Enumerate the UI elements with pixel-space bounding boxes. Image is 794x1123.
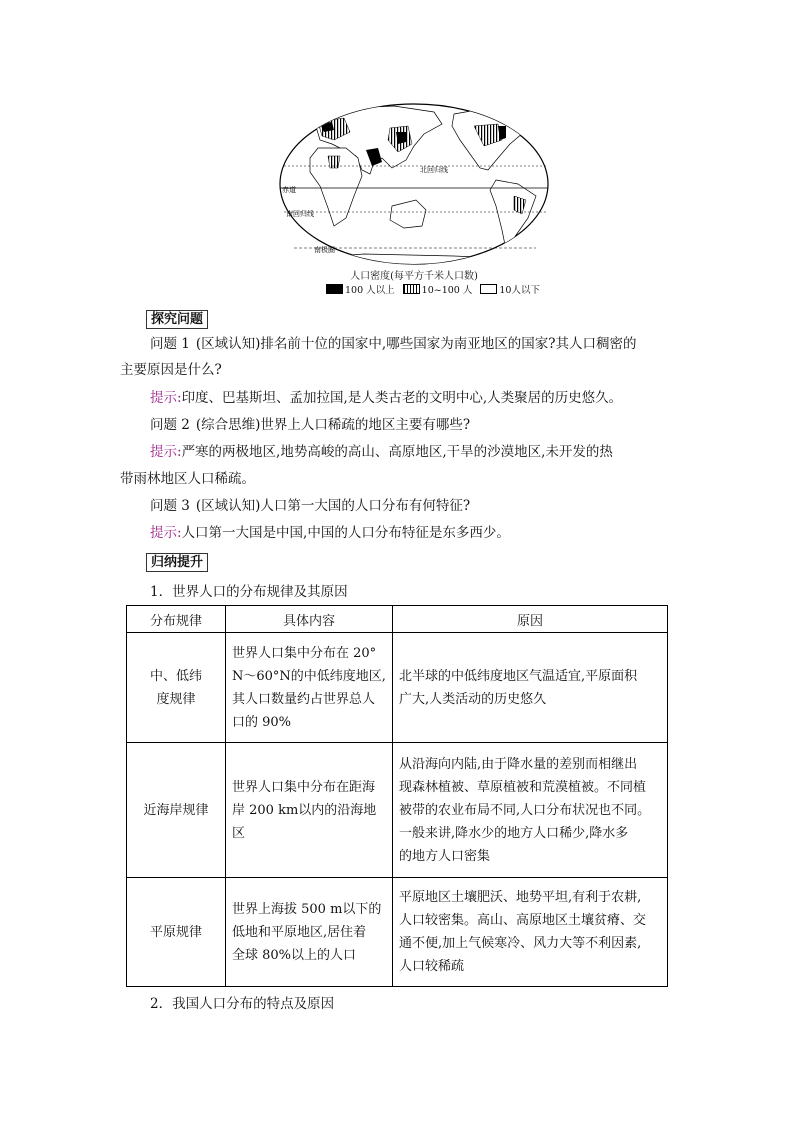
content-cell xyxy=(226,878,393,987)
legend-item-dense xyxy=(326,282,395,296)
answer-1 xyxy=(150,388,622,408)
table-header-row xyxy=(127,606,668,633)
hint-text: 严寒的两极地区,地势高峻的高山、高原地区,干旱的沙漠地区,未开发的热 xyxy=(181,444,613,460)
question-text: (区域认知)人口第一大国的人口分布有何特征? xyxy=(195,498,471,514)
explore-section-label: 探究问题 xyxy=(146,310,208,329)
cell-line: 从沿海向内陆,由于降水量的差别而相继出 xyxy=(399,756,638,772)
cell-line: 广大,人类活动的历史悠久 xyxy=(399,691,547,707)
cell-line: 全球 80%以上的人口 xyxy=(232,947,357,963)
question-number: 问题 1 xyxy=(150,336,190,352)
hint-label: 提示: xyxy=(150,444,182,460)
summary-item-1-title: 1．世界人口的分布规律及其原因 xyxy=(150,584,348,600)
population-density-map xyxy=(274,100,554,300)
cell-line: 低地和平原地区,居住着 xyxy=(232,924,367,940)
map-legend xyxy=(326,282,548,296)
cell-line: 世界上海拔 500 m以下的 xyxy=(232,901,382,917)
legend-item-mid xyxy=(403,282,473,296)
table-row xyxy=(127,633,668,743)
cell-line: 世界人口集中分布在 20° xyxy=(232,645,377,661)
legend-label: 10~100 人 xyxy=(421,285,473,296)
legend-swatch-low xyxy=(480,284,497,294)
question-2 xyxy=(150,415,470,435)
cell-line: 平原地区土壤肥沃、地势平坦,有利于农耕, xyxy=(399,890,642,905)
cell-line: 被带的农业布局不同,人口分布状况也不同。 xyxy=(399,802,651,818)
cell-line: 平原规律 xyxy=(149,924,202,940)
content-cell xyxy=(226,743,393,878)
header-content: 具体内容 xyxy=(226,606,393,633)
table-row xyxy=(127,743,668,878)
reason-cell xyxy=(393,633,668,743)
summary-section-label: 归纳提升 xyxy=(146,553,208,572)
cell-line: 近海岸规律 xyxy=(143,802,209,818)
antarctic-circle-label: 南极圈 xyxy=(314,246,335,254)
rule-cell xyxy=(127,878,226,987)
cell-line: 度规律 xyxy=(156,691,196,707)
cell-line: 一般来讲,降水少的地方人口稀少,降水多 xyxy=(399,825,629,841)
hint-label: 提示: xyxy=(150,525,182,541)
map-title: 人口密度(每平方千米人口数) xyxy=(350,271,478,282)
cell-line: 人口较稀疏 xyxy=(399,959,465,974)
cell-line: 北半球的中低纬度地区气温适宜,平原面积 xyxy=(399,668,638,684)
hint-text: 人口第一大国是中国,中国的人口分布特征是东多西少。 xyxy=(181,525,510,541)
content-cell xyxy=(226,633,393,743)
table-row xyxy=(127,878,668,987)
rule-cell xyxy=(127,633,226,743)
question-number: 问题 2 xyxy=(150,417,190,433)
header-reason: 原因 xyxy=(393,606,668,633)
legend-swatch-dense xyxy=(326,284,343,294)
rule-cell xyxy=(127,743,226,878)
cell-line: 其人口数量约占世界总人 xyxy=(232,691,376,707)
answer-3 xyxy=(150,523,510,543)
legend-swatch-mid xyxy=(403,284,420,294)
cell-line: 通不便,加上气候寒冷、风力大等不利因素, xyxy=(399,936,642,951)
question-number: 问题 3 xyxy=(150,498,190,514)
header-rule: 分布规律 xyxy=(127,606,226,633)
answer-2 xyxy=(150,442,613,462)
summary-item-2-title: 2．我国人口分布的特点及原因 xyxy=(150,996,335,1012)
legend-item-low xyxy=(480,282,540,296)
legend-label: 100 人以上 xyxy=(345,285,395,296)
cell-line: 现森林植被、草原植被和荒漠植被。不同植 xyxy=(399,779,647,795)
hint-text: 印度、巴基斯坦、孟加拉国,是人类古老的文明中心,人类聚居的历史悠久。 xyxy=(181,390,623,406)
cell-line: 人口较密集。高山、高原地区土壤贫瘠、交 xyxy=(399,913,647,928)
reason-cell xyxy=(393,878,668,987)
answer-2-continued: 带雨林地区人口稀疏。 xyxy=(120,471,255,487)
tropic-north-label: 北回归线 xyxy=(420,166,448,174)
distribution-table xyxy=(126,605,668,987)
world-map-graphic xyxy=(274,100,554,270)
cell-line: 口的 90% xyxy=(232,714,292,730)
legend-label: 10人以下 xyxy=(499,285,540,296)
hint-label: 提示: xyxy=(150,390,182,406)
equator-label: 赤道 xyxy=(282,186,296,194)
cell-line: 的地方人口密集 xyxy=(399,848,491,864)
cell-line: N～60°N的中低纬度地区, xyxy=(232,668,386,684)
question-3 xyxy=(150,496,470,516)
question-1-continued: 主要原因是什么? xyxy=(120,362,222,378)
question-text: (综合思维)世界上人口稀疏的地区主要有哪些? xyxy=(195,417,471,433)
reason-cell xyxy=(393,743,668,878)
greenland-landmass xyxy=(522,106,540,120)
cell-line: 岸 200 km以内的沿海地区 xyxy=(232,802,377,841)
cell-line: 世界人口集中分布在距海 xyxy=(232,779,376,795)
question-text: (区域认知)排名前十位的国家中,哪些国家为南亚地区的国家?其人口稠密的 xyxy=(195,336,637,352)
cell-line: 中、低纬 xyxy=(149,668,202,684)
tropic-south-label: 南回归线 xyxy=(286,210,314,218)
question-1 xyxy=(150,334,636,354)
